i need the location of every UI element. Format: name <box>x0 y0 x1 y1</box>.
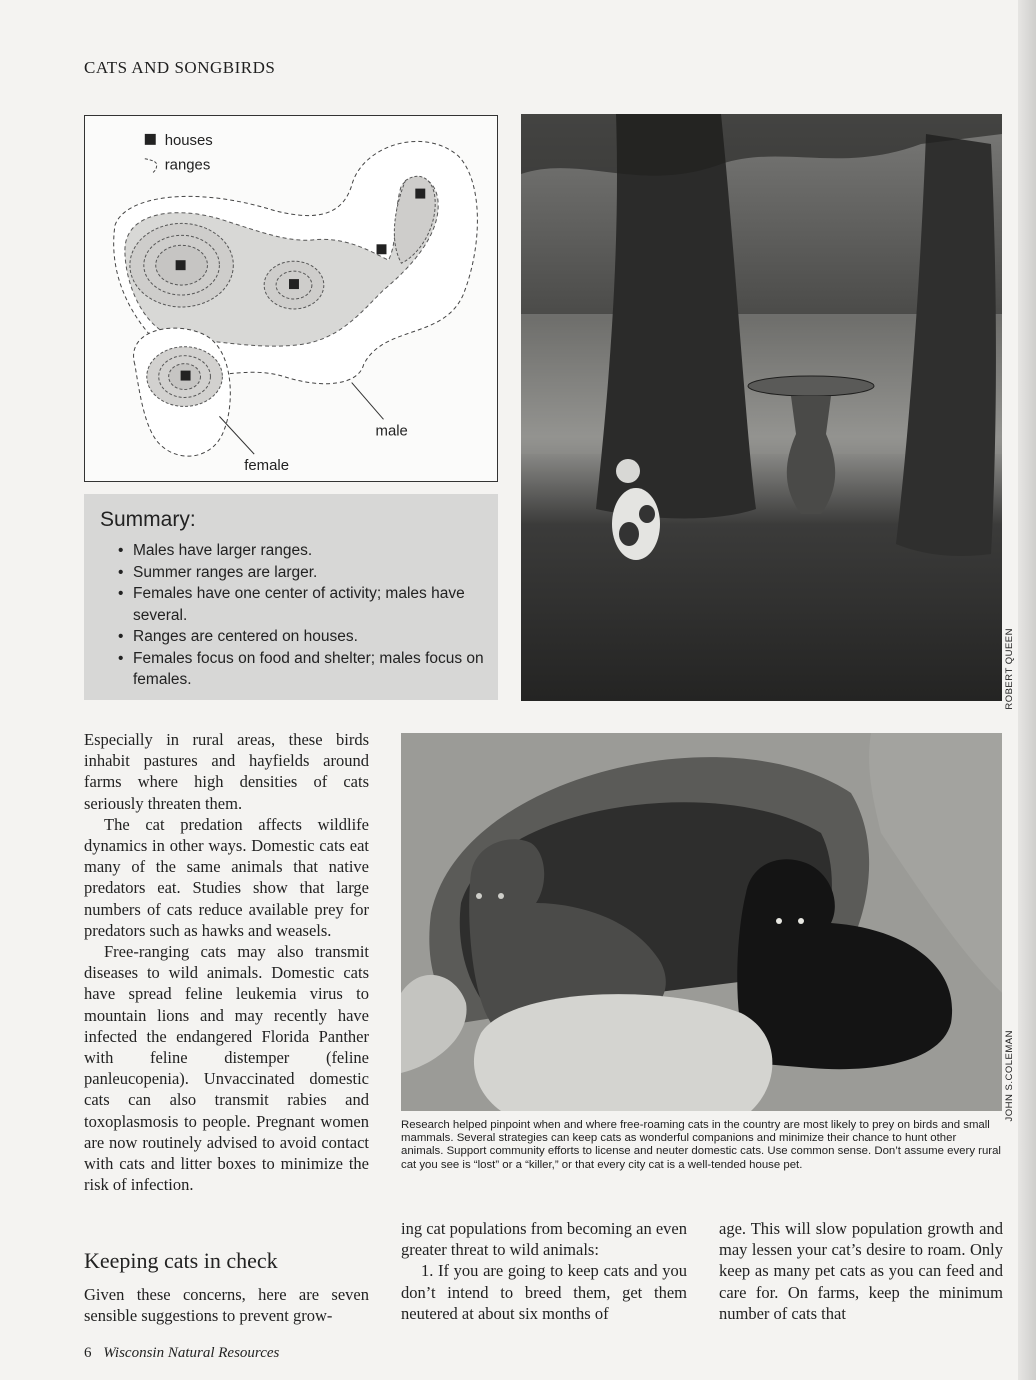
cats-in-tub-photo <box>401 733 1002 1111</box>
paragraph: age. This will slow population growth and may lessen your cat’s desire to roam. Only keep as many pet cats as you can feed and care for. On farms, keep the minimum number of cats that <box>719 1219 1003 1323</box>
paragraph: Given these concerns, here are seven sensible suggestions to prevent grow- <box>84 1285 369 1326</box>
summary-item: • Females focus on food and shelter; males focus on females. <box>118 648 484 691</box>
legend-houses-label: houses <box>164 132 213 149</box>
paragraph: Especially in rural areas, these birds inhabit pastures and hayfields around farms where high densities of cats seriously threaten them. <box>84 730 369 813</box>
house-marker <box>289 279 299 289</box>
magazine-title: Wisconsin Natural Resources <box>103 1345 280 1361</box>
cat-birdbath-photo <box>521 114 1002 701</box>
legend-ranges-label: ranges <box>164 157 211 174</box>
female-label: female <box>244 458 290 475</box>
summary-item: • Summer ranges are larger. <box>118 562 484 584</box>
house-marker <box>176 260 186 270</box>
paragraph: 1. If you are going to keep cats and you don’t intend to breed them, get them neutered at about six months of <box>401 1261 687 1323</box>
page-footer <box>84 1345 279 1362</box>
summary-list <box>98 540 484 691</box>
summary-box <box>84 494 498 700</box>
photo-credit: JOHN S.COLEMAN <box>1004 1030 1015 1122</box>
house-marker <box>415 189 425 199</box>
house-legend-icon <box>145 134 156 145</box>
photo-illustration <box>401 733 1002 1111</box>
left-column <box>84 729 369 1195</box>
summary-title: Summary: <box>100 508 196 531</box>
section-subheading: Keeping cats in check <box>84 1248 278 1273</box>
home-range-diagram <box>84 115 498 482</box>
paragraph: The cat predation affects wildlife dynamics in other ways. Domestic cats eat many of the same animals that native predators eat. Studies show that large numbers of cats reduce available prey for predators such as hawks and weasels. <box>84 814 369 940</box>
house-marker <box>377 244 387 254</box>
summary-item: • Females have one center of activity; males have several. <box>118 583 484 626</box>
photo-illustration <box>521 114 1002 701</box>
right-column <box>719 1218 1003 1324</box>
summary-item: • Males have larger ranges. <box>118 540 484 562</box>
summary-item: • Ranges are centered on houses. <box>118 626 484 648</box>
range-map <box>85 116 497 481</box>
female-leader-line <box>219 416 254 454</box>
page-edge-shadow <box>1018 0 1036 1380</box>
paragraph: ing cat populations from becoming an even greater threat to wild animals: <box>401 1219 687 1260</box>
left-column-continued <box>84 1284 369 1326</box>
photo-caption: Research helped pinpoint when and where free-roaming cats in the country are most likely to prey on birds and small mammals. Several strategies can keep cats as wonderful companions and minimize their chance to hunt other animals. Support community efforts to license and neuter domestic cats. Use common sense. Don’t assume every rural cat you see is “lost” or a “killer,” or that every city cat is a well-tended house pet. <box>401 1119 1001 1171</box>
range-legend-icon <box>145 159 157 173</box>
paragraph: Free-ranging cats may also transmit diseases to wild animals. Domestic cats have spread feline leukemia virus to mountain lions and may recently have infected the endangered Florida Panther with feline distemper (feline panleucopenia). Unvaccinated domestic cats can also transmit rabies and toxoplasmosis to people. Pregnant women are now routinely advised to avoid contact with cats and litter boxes to minimize the risk of infection. <box>84 942 369 1195</box>
male-leader-line <box>352 383 384 420</box>
photo-credit: ROBERT QUEEN <box>1004 628 1015 710</box>
house-marker <box>181 371 191 381</box>
male-label: male <box>375 423 408 440</box>
section-header: CATS AND SONGBIRDS <box>84 58 276 77</box>
middle-column <box>401 1218 687 1324</box>
page-number: 6 <box>84 1345 92 1361</box>
